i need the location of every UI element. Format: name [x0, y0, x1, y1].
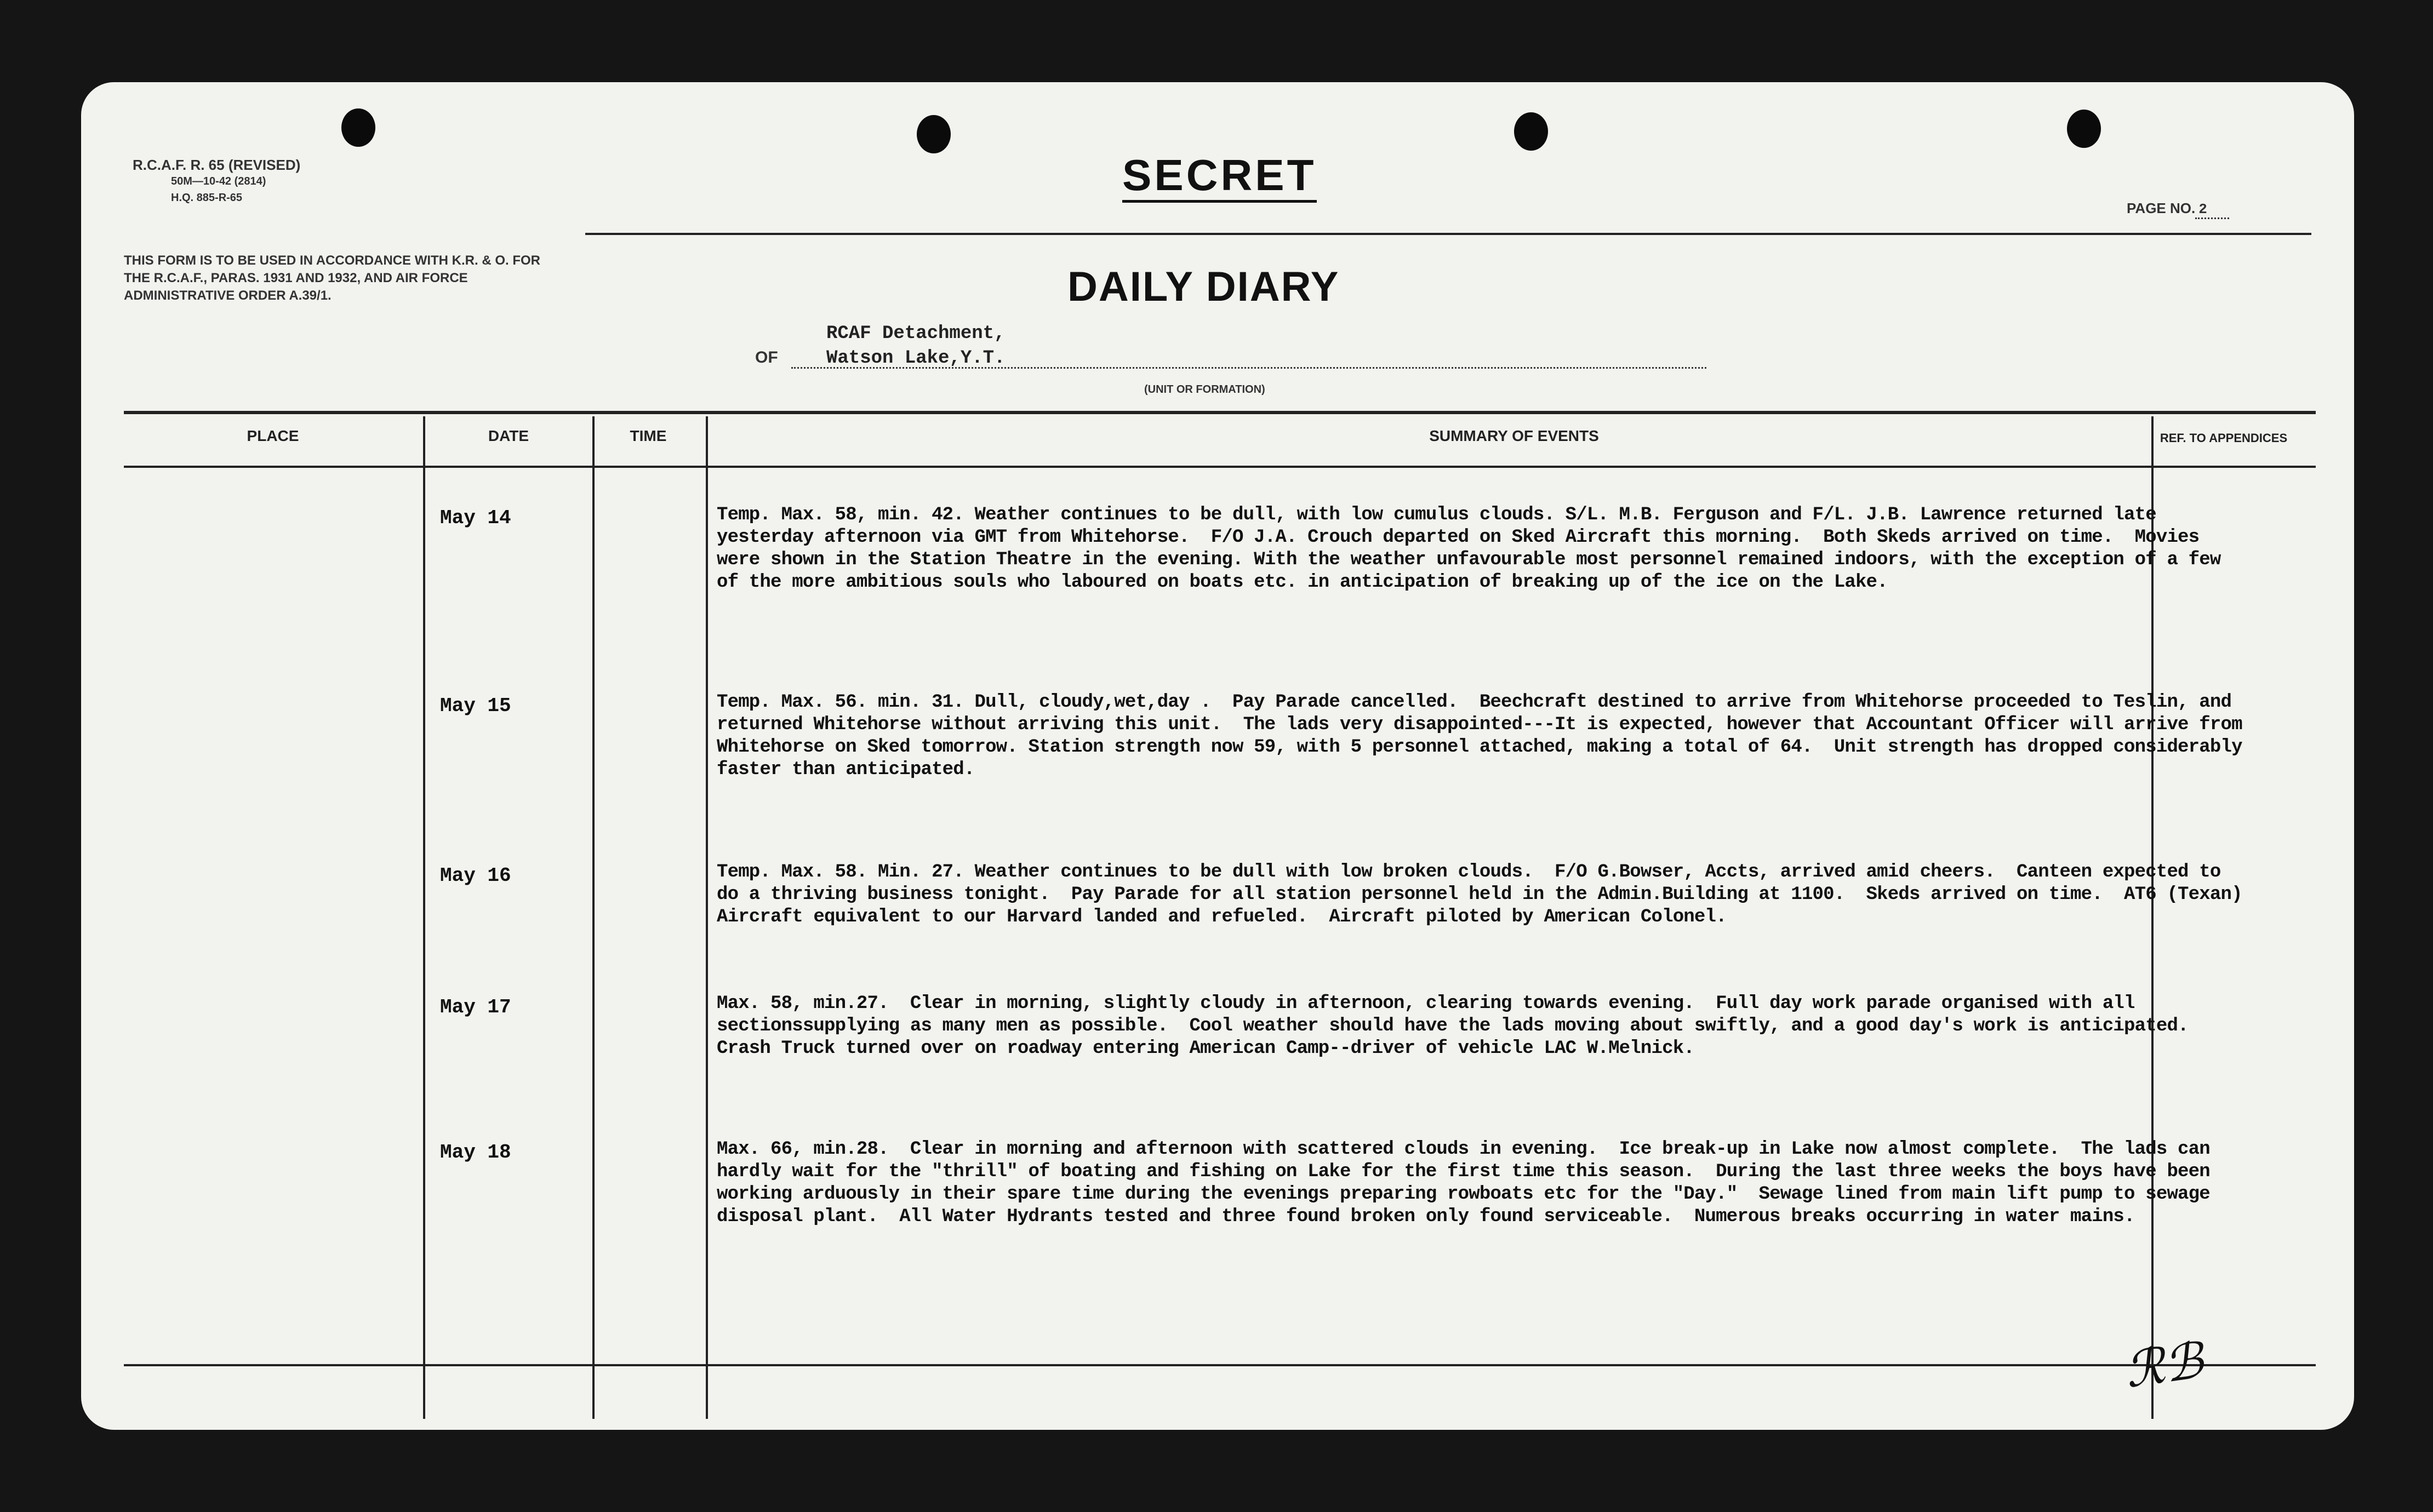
- entry-summary: Temp. Max. 56. min. 31. Dull, cloudy,wet,day . Pay Parade cancelled. Beechcraft destined to arrive from Whitehorse proceeded to Teslin, and returned Whitehorse without arriving this unit. The lads very disappointed---It is expected, however that Accountant Officer will arrive from Whitehorse on Sked tomorrow. Station strength now 59, with 5 personnel attached, making a total of 64. Unit strength has dropped considerably faster than anticipated.: [717, 692, 2253, 780]
- column-divider: [423, 416, 425, 1419]
- column-divider: [592, 416, 595, 1419]
- punch-hole: [341, 108, 375, 147]
- entry-date: May 14: [440, 507, 511, 529]
- page-number-value: 2: [2195, 201, 2229, 219]
- header-rule: [585, 233, 2311, 235]
- unit-dotted-line: [791, 367, 1706, 369]
- entry-summary: Temp. Max. 58. Min. 27. Weather continues to be dull with low broken clouds. F/O G.Bowser, Accts, arrived amid cheers. Canteen expected to do a thriving business tonight. Pay Parade for all station personnel held in the Admin.Building at 1100. Skeds arrived on time. AT6 (Texan) Aircraft equivalent to our Harvard landed and refueled. Aircraft piloted by American Colonel.: [717, 862, 2253, 927]
- column-header-time: TIME: [630, 427, 667, 444]
- classification-heading: SECRET: [1122, 151, 1317, 203]
- entry-date: May 18: [440, 1141, 511, 1164]
- entry-summary: Temp. Max. 58, min. 42. Weather continues to be dull, with low cumulus clouds. S/L. M.B. Ferguson and F/L. J.B. Lawrence returned late yesterday afternoon via GMT from Whitehorse. F/O J.A. Crouch departed on Sked Aircraft this morning. Both Skeds arrived on time. Movies were shown in the Station Theatre in the evening. With the weather unfavourable most personnel remained indoors, with the exception of a few of the more ambitious souls who laboured on boats etc. in anticipation of breaking up of the ice on the Lake.: [717, 505, 2232, 593]
- table-bottom-rule: [124, 1364, 2316, 1366]
- column-header-appendices: REF. TO APPENDICES: [2160, 431, 2288, 445]
- page-number-label: PAGE NO.: [2127, 200, 2196, 216]
- table-top-rule: [124, 411, 2316, 414]
- entry-date: May 17: [440, 996, 511, 1018]
- column-header-summary: SUMMARY OF EVENTS: [1429, 427, 1599, 444]
- column-divider: [706, 416, 708, 1419]
- form-reference-line: 50M—10-42 (2814): [171, 175, 266, 187]
- punch-hole: [1514, 112, 1548, 151]
- column-header-date: DATE: [488, 427, 529, 444]
- unit-of-label: OF: [755, 348, 778, 366]
- punch-hole: [917, 115, 951, 153]
- diary-form-sheet: [81, 82, 2354, 1430]
- form-instructions: THIS FORM IS TO BE USED IN ACCORDANCE WITH K.R. & O. FOR THE R.C.A.F., PARAS. 1931 AND 1932, AND AIR FORCE ADMINISTRATIVE ORDER A.39/1.: [124, 253, 541, 303]
- entry-summary: Max. 58, min.27. Clear in morning, slightly cloudy in afternoon, clearing towards evening. Full day work parade organised with all sectionssupplying as many men as possible. Cool weather should have the lads moving about swiftly, and a good day's work is anticipated. Crash Truck turned over on roadway entering American Camp--driver of vehicle LAC W.Melnick.: [717, 993, 2210, 1059]
- entry-summary: Max. 66, min.28. Clear in morning and afternoon with scattered clouds in evening. Ice break-up in Lake now almost complete. The lads can hardly wait for the "thrill" of boating and fishing on Lake for the first time this season. During the last three weeks the boys have been working arduously in their spare time during the evenings preparing rowboats etc for the "Day." Sewage lined from main lift pump to sewage disposal plant. All Water Hydrants tested and three found broken only found serviceable. Numerous breaks occurring in water mains.: [717, 1139, 2221, 1227]
- unit-name-line1: RCAF Detachment,: [826, 323, 1006, 344]
- punch-hole: [2067, 110, 2101, 148]
- form-reference-line: R.C.A.F. R. 65 (REVISED): [133, 157, 301, 173]
- form-title: DAILY DIARY: [1067, 264, 1340, 310]
- column-header-place: PLACE: [247, 427, 299, 444]
- unit-caption: (UNIT OR FORMATION): [1144, 383, 1265, 396]
- entry-date: May 15: [440, 695, 511, 717]
- page-number: [2127, 200, 2229, 217]
- form-reference-line: H.Q. 885-R-65: [171, 192, 243, 204]
- initials-signature: ℛℬ: [2121, 1331, 2207, 1400]
- form-reference: [133, 157, 300, 206]
- unit-name-line2: Watson Lake,Y.T.: [826, 348, 1006, 369]
- table-header-rule: [124, 466, 2316, 468]
- entry-date: May 16: [440, 864, 511, 887]
